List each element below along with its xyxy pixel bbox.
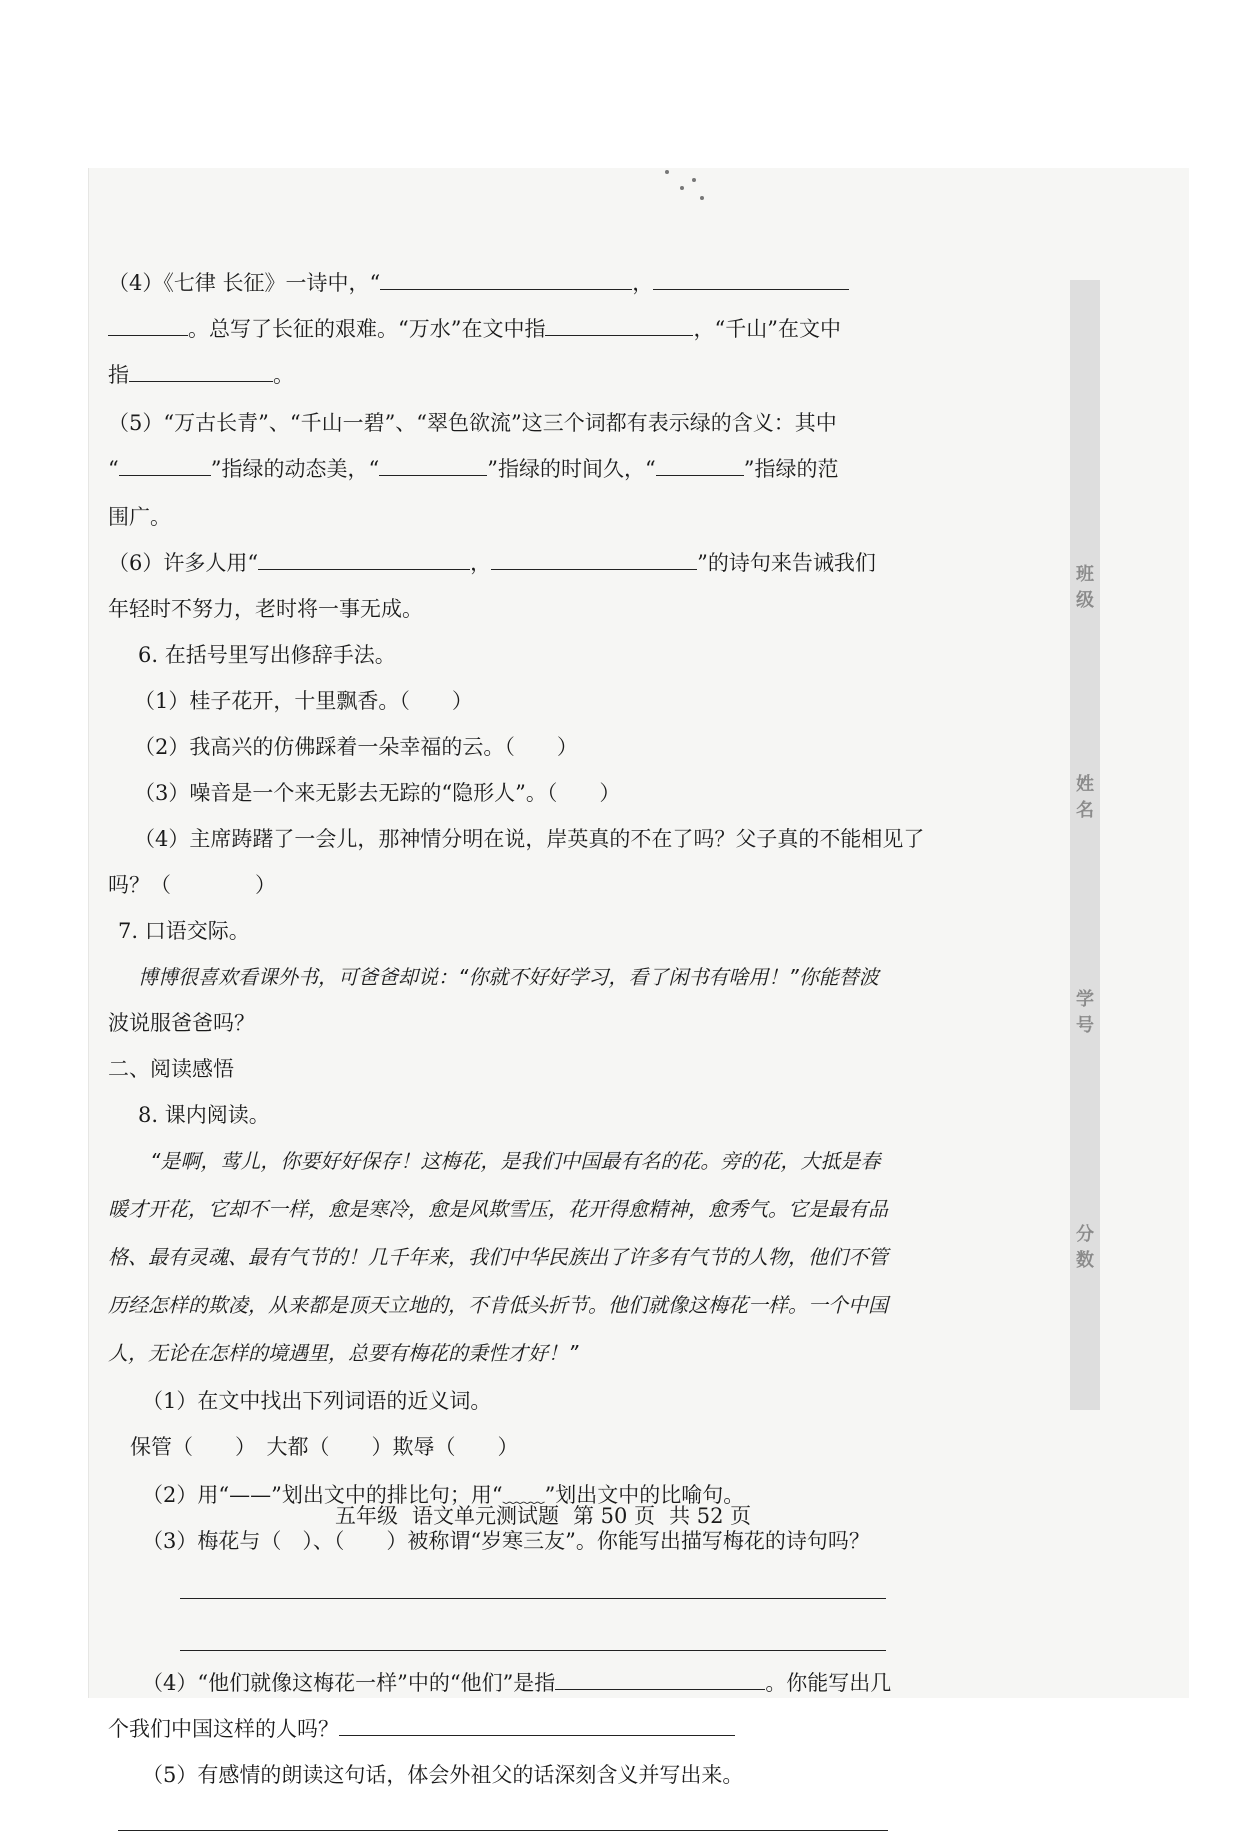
q6-item-2: （2）我高兴的仿佛踩着一朵幸福的云。（ ） — [134, 735, 578, 759]
q5-4-line2: 。总写了长征的艰难。“万水”在文中指 ，“千山”在文中 — [108, 314, 841, 344]
answer-blank[interactable] — [379, 455, 487, 476]
q8-sub-3: （3）梅花与（ ）、（ ）被称谓“岁寒三友”。你能写出描写梅花的诗句吗？ — [142, 1529, 870, 1553]
passage-line: 暖才开花，它却不一样，愈是寒冷，愈是风欺雪压，花开得愈精神，愈秀气。它是最有品 — [108, 1197, 888, 1221]
exam-sheet — [88, 168, 1189, 1698]
answer-line[interactable] — [180, 1650, 886, 1651]
answer-blank[interactable] — [380, 269, 632, 290]
scan-speck — [700, 196, 704, 200]
q6-item-4-line2: 吗？（ ） — [108, 873, 276, 897]
scan-speck — [692, 178, 696, 182]
q5-4-line3: 指 。 — [108, 363, 294, 387]
passage-line: 人，无论在怎样的境遇里，总要有梅花的秉性才好！” — [108, 1341, 579, 1365]
q7-title: 7. 口语交际。 — [118, 919, 250, 943]
q6-item-1: （1）桂子花开，十里飘香。（ ） — [134, 689, 473, 713]
q6-item-4-line1: （4）主席踌躇了一会儿，那神情分明在说，岸英真的不在了吗？父子真的不能相见了 — [134, 827, 925, 851]
q7-prompt-line1: 博博很喜欢看课外书，可爸爸却说：“你就不好好学习，看了闲书有啥用！”你能替波 — [138, 965, 879, 989]
footer-page: 第 50 页 — [573, 1504, 656, 1528]
q5-5-line1: （5）“万古长青”、“千山一碧”、“翠色欲流”这三个词都有表示绿的含义：其中 — [108, 411, 837, 435]
q5-5-line2: “ ”指绿的动态美，“ ”指绿的时间久，“ ”指绿的范 — [108, 457, 839, 481]
q5-6-line1: （6）许多人用“ ， ”的诗句来告诫我们 — [108, 551, 876, 575]
section-heading: 二、阅读感悟 — [108, 1057, 234, 1081]
q5-6-line2: 年轻时不努力，老时将一事无成。 — [108, 597, 423, 621]
answer-blank[interactable] — [653, 269, 849, 290]
q8-title: 8. 课内阅读。 — [138, 1103, 270, 1127]
scan-speck — [680, 186, 684, 190]
answer-line[interactable] — [180, 1598, 886, 1599]
passage-line: 历经怎样的欺凌，从来都是顶天立地的，不肯低头折节。他们就像这梅花一样。一个中国 — [108, 1293, 888, 1317]
passage-line: “是啊，莺儿，你要好好保存！这梅花，是我们中国最有名的花。旁的花，大抵是春 — [150, 1149, 881, 1173]
answer-blank[interactable] — [339, 1715, 735, 1736]
ghost-label: 班级 — [1076, 564, 1094, 611]
answer-blank[interactable] — [491, 549, 697, 570]
q5-4-line1: （4）《七律 长征》一诗中，“ ， — [108, 268, 849, 298]
q6-title: 6. 在括号里写出修辞手法。 — [138, 643, 396, 667]
q8-sub-1-words: 保管（ ） 大都（ ）欺辱（ ） — [130, 1435, 519, 1459]
q8-sub-5: （5）有感情的朗读这句话，体会外祖父的话深刻含义并写出来。 — [142, 1763, 744, 1787]
q8-sub-2: （2）用“——”划出文中的排比句；用“﹏﹏”划出文中的比喻句。 — [142, 1483, 745, 1507]
passage-line: 格、最有灵魂、最有气节的！几千年来，我们中华民族出了许多有气节的人物，他们不管 — [108, 1245, 888, 1269]
answer-blank[interactable] — [119, 455, 211, 476]
ghost-label: 学号 — [1076, 989, 1094, 1036]
q8-sub-1: （1）在文中找出下列词语的近义词。 — [142, 1389, 492, 1413]
ghost-label: 分数 — [1076, 1224, 1094, 1271]
answer-blank[interactable] — [129, 361, 273, 382]
ghost-label: 姓名 — [1076, 774, 1094, 821]
q8-sub-4-line1: （4）“他们就像这梅花一样”中的“他们”是指 。你能写出几 — [142, 1671, 892, 1695]
answer-blank[interactable] — [555, 1669, 765, 1690]
page-footer — [335, 1500, 765, 1530]
q6-item-3: （3）噪音是一个来无影去无踪的“隐形人”。（ ） — [134, 781, 621, 805]
q8-sub-4-line2: 个我们中国这样的人吗？ — [108, 1714, 735, 1744]
footer-grade: 五年级 — [335, 1504, 398, 1528]
answer-blank[interactable] — [108, 315, 188, 336]
footer-subject: 语文单元测试题 — [412, 1504, 559, 1528]
q5-5-line3: 围广。 — [108, 505, 171, 529]
answer-blank[interactable] — [258, 549, 470, 570]
footer-total: 共 52 页 — [669, 1504, 752, 1528]
q7-prompt-line2: 波说服爸爸吗？ — [108, 1011, 255, 1035]
answer-blank[interactable] — [656, 455, 744, 476]
scan-speck — [665, 170, 669, 174]
answer-blank[interactable] — [545, 315, 693, 336]
